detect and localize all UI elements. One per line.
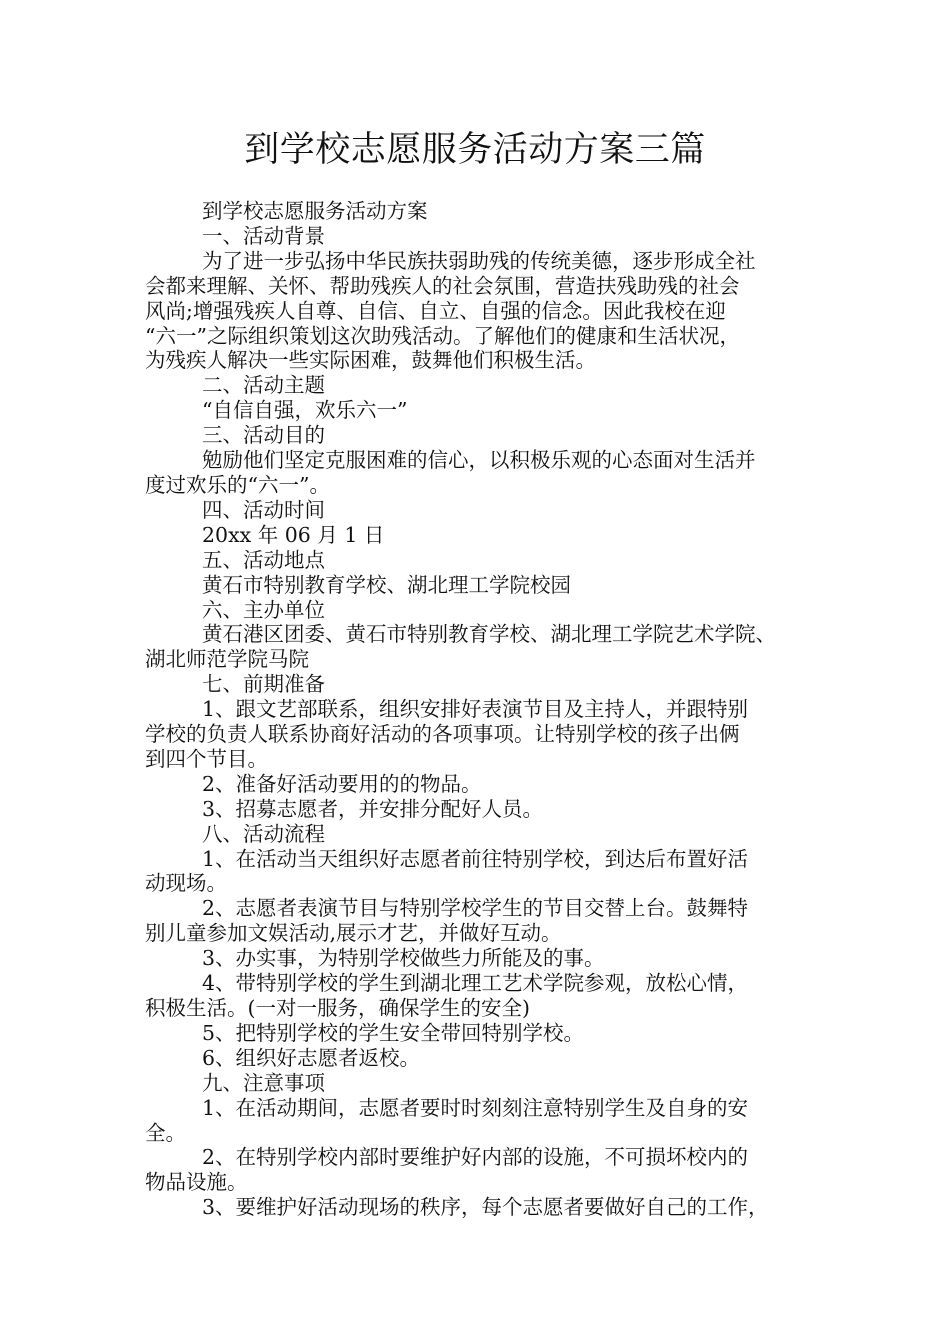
paragraph-line: 1、跟文艺部联系，组织安排好表演节目及主持人，并跟特别 (202, 697, 749, 722)
paragraph-line: 黄石港区团委、黄石市特别教育学校、湖北理工学院艺术学院、 (202, 622, 776, 647)
paragraph-line: 黄石市特别教育学校、湖北理工学院校园 (202, 572, 571, 597)
paragraph-line: 会都来理解、关怀、帮助残疾人的社会氛围，营造扶残助残的社会 (145, 273, 740, 298)
paragraph-line: 学校的负责人联系协商好活动的各项事项。让特别学校的孩子出俩 (145, 722, 740, 747)
paragraph-line: 2、志愿者表演节目与特别学校学生的节目交替上台。鼓舞特 (202, 896, 749, 921)
paragraph-line: 为残疾人解决一些实际困难，鼓舞他们积极生活。 (145, 348, 596, 373)
paragraph-line: 风尚;增强残疾人自尊、自信、自立、自强的信念。因此我校在迎 (145, 298, 726, 323)
paragraph-line: 2、准备好活动要用的的物品。 (202, 771, 482, 796)
paragraph-line: 2、在特别学校内部时要维护好内部的设施，不可损坏校内的 (202, 1145, 749, 1170)
paragraph-line: 度过欢乐的“六一”。 (145, 472, 330, 497)
paragraph-line: “六一”之际组织策划这次助残活动。了解他们的健康和生活状况， (145, 323, 740, 348)
section-heading: 七、前期准备 (202, 672, 325, 697)
paragraph-line: “自信自强，欢乐六一” (202, 398, 408, 423)
section-heading: 九、注意事项 (202, 1070, 325, 1095)
paragraph-line: 勉励他们坚定克服困难的信心，以积极乐观的心态面对生活并 (202, 448, 756, 473)
document-title: 到学校志愿服务活动方案三篇 (244, 130, 706, 170)
section-heading: 六、主办单位 (202, 597, 325, 622)
section-heading: 三、活动目的 (202, 423, 325, 448)
paragraph-line: 物品设施。 (145, 1170, 248, 1195)
paragraph-line: 6、组织好志愿者返校。 (202, 1045, 421, 1070)
subtitle-line: 到学校志愿服务活动方案 (202, 199, 428, 223)
paragraph-line: 别儿童参加文娱活动,展示才艺，并做好互动。 (145, 921, 562, 946)
paragraph-line: 1、在活动期间，志愿者要时时刻刻注意特别学生及自身的安 (202, 1095, 749, 1120)
section-heading: 二、活动主题 (202, 373, 325, 398)
section-heading: 八、活动流程 (202, 821, 325, 846)
paragraph-line: 为了进一步弘扬中华民族扶弱助残的传统美德，逐步形成全社 (202, 248, 756, 273)
paragraph-line: 3、招募志愿者，并安排分配好人员。 (202, 796, 544, 821)
paragraph-line: 20xx 年 06 月 1 日 (202, 522, 385, 547)
section-heading: 四、活动时间 (202, 497, 325, 522)
section-heading: 一、活动背景 (202, 223, 325, 248)
paragraph-line: 3、办实事，为特别学校做些力所能及的事。 (202, 946, 605, 971)
paragraph-line: 积极生活。(一对一服务，确保学生的安全) (145, 996, 530, 1020)
paragraph-line: 到四个节目。 (145, 746, 268, 771)
document-body (145, 199, 825, 1220)
paragraph-line: 1、在活动当天组织好志愿者前往特别学校，到达后布置好活 (202, 846, 749, 871)
section-heading: 五、活动地点 (202, 547, 325, 572)
paragraph-line: 动现场。 (145, 871, 227, 896)
paragraph-line: 湖北师范学院马院 (145, 647, 309, 672)
paragraph-line: 5、把特别学校的学生安全带回特别学校。 (202, 1020, 585, 1045)
paragraph-line: 4、带特别学校的学生到湖北理工艺术学院参观，放松心情， (202, 971, 749, 996)
paragraph-line: 全。 (145, 1120, 186, 1145)
paragraph-line: 3、要维护好活动现场的秩序，每个志愿者要做好自己的工作， (202, 1195, 769, 1220)
